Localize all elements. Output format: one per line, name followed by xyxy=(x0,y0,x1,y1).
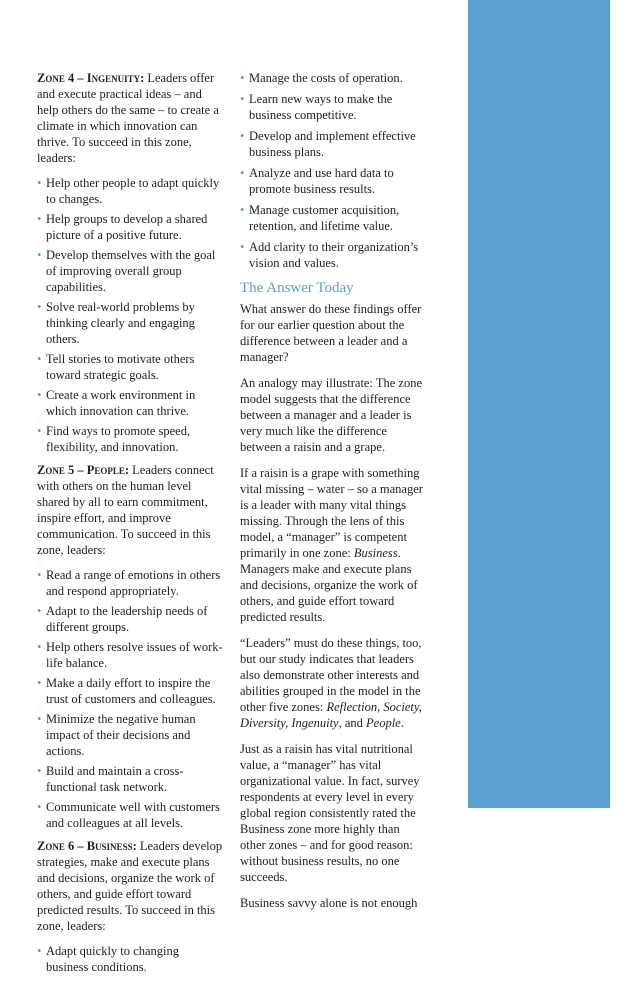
list-item: • Adapt quickly to changing business conditions. xyxy=(37,943,223,975)
zone5-paragraph xyxy=(37,462,223,558)
list-item: • Minimize the negative human impact of their decisions and actions. xyxy=(37,711,223,759)
zone6-paragraph xyxy=(37,838,223,934)
answer-paragraph-3 xyxy=(240,465,426,625)
text-run: , and xyxy=(338,716,367,730)
zone5-list xyxy=(37,567,223,831)
zone4-paragraph xyxy=(37,70,223,166)
sidebar-color-band xyxy=(468,0,610,808)
list-item: • Develop themselves with the goal of improving overall group capabilities. xyxy=(37,247,223,295)
zone6-list-start xyxy=(37,943,223,975)
list-item: • Help groups to develop a shared picture of a positive future. xyxy=(37,211,223,243)
list-item: • Adapt to the leadership needs of different groups. xyxy=(37,603,223,635)
list-item: • Develop and implement effective business plans. xyxy=(240,128,426,160)
zone6-heading: Zone 6 – Business: xyxy=(37,839,137,853)
text-run: . Managers make and execute plans and decisions, organize the work of others, and guide effort toward predicted results. xyxy=(240,546,418,624)
list-item: • Build and maintain a cross-functional task network. xyxy=(37,763,223,795)
right-column xyxy=(240,70,426,921)
emphasis: Reflection, Society, Diversity, Ingenuity xyxy=(240,700,422,730)
zone6-intro: Leaders develop strategies, make and execute plans and decisions, organize the work of others, and guide effort toward predicted results. To succeed in this zone, leaders: xyxy=(37,839,223,933)
text-run: . xyxy=(400,716,404,730)
list-item: • Learn new ways to make the business competitive. xyxy=(240,91,426,123)
emphasis: Business xyxy=(353,546,398,560)
list-item: • Tell stories to motivate others toward strategic goals. xyxy=(37,351,223,383)
list-item: • Help others resolve issues of work-life balance. xyxy=(37,639,223,671)
list-item: • Communicate well with customers and colleagues at all levels. xyxy=(37,799,223,831)
list-item: • Add clarity to their organization’s vision and values. xyxy=(240,239,426,271)
answer-paragraph-5: Just as a raisin has vital nutritional value, a “manager” has vital organizational value. In fact, survey respondents at every level in every global region consistently rated the Business zone more highly than other zones – and for good reason: without business results, no one succeeds. xyxy=(240,742,420,884)
answer-paragraph-1: What answer do these findings offer for our earlier question about the difference between a leader and a manager? xyxy=(240,302,422,364)
left-column xyxy=(37,70,223,982)
zone5-intro: Leaders connect with others on the human level shared by all to earn commitment, inspire effort, and improve communication. To succeed in this zone, leaders: xyxy=(37,463,214,557)
list-item: • Manage the costs of operation. xyxy=(240,70,426,86)
text-run: “Leaders” must do these things, too, but our study indicates that leaders also demonstrate other interests and abilities grouped in the model in the other five zones: xyxy=(240,636,422,714)
emphasis: People xyxy=(366,716,401,730)
list-item: • Create a work environment in which innovation can thrive. xyxy=(37,387,223,419)
answer-paragraph-2: An analogy may illustrate: The zone model suggests that the difference between a manager and a leader is very much like the difference between a raisin and a grape. xyxy=(240,376,423,454)
list-item: • Help other people to adapt quickly to changes. xyxy=(37,175,223,207)
list-item: • Analyze and use hard data to promote business results. xyxy=(240,165,426,197)
text-run: If a raisin is a grape with something vital missing – water – so a manager is a leader with many vital things missing. Through the lens of this model, a “manager” is competent primarily in one zone: xyxy=(240,466,423,560)
list-item: • Manage customer acquisition, retention, and lifetime value. xyxy=(240,202,426,234)
zone6-list-continued xyxy=(240,70,426,271)
list-item: • Find ways to promote speed, flexibility, and innovation. xyxy=(37,423,223,455)
answer-paragraph-4 xyxy=(240,635,426,731)
zone5-heading: Zone 5 – People: xyxy=(37,463,130,477)
list-item: • Read a range of emotions in others and respond appropriately. xyxy=(37,567,223,599)
list-item: • Solve real-world problems by thinking clearly and engaging others. xyxy=(37,299,223,347)
list-item: • Make a daily effort to inspire the trust of customers and colleagues. xyxy=(37,675,223,707)
section-title: The Answer Today xyxy=(240,280,354,296)
zone4-intro: Leaders offer and execute practical ideas – and help others do the same – to create a climate in which innovation can thrive. To succeed in this zone, leaders: xyxy=(37,71,219,165)
zone4-list xyxy=(37,175,223,455)
zone4-heading: Zone 4 – Ingenuity: xyxy=(37,71,145,85)
answer-paragraph-6: Business savvy alone is not enough xyxy=(240,896,418,910)
